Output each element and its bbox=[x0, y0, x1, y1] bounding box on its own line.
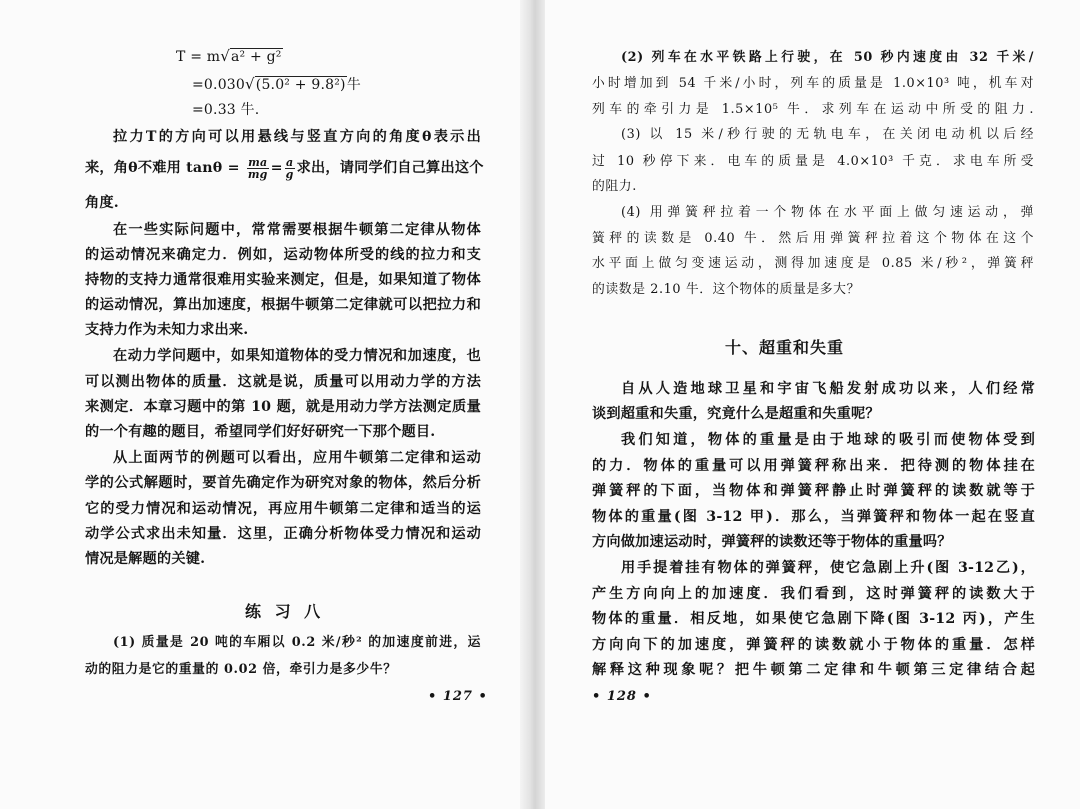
para1-line-1: 拉力T的方向可以用悬线与竖直方向的角度θ表示出 bbox=[113, 129, 481, 145]
exercise-3-line-1: (3) 以 15 米/秒行驶的无轨电车，在关闭电动机以后经 bbox=[621, 127, 1034, 142]
section-para2-line-2: 的力．物体的重量可以用弹簧秤称出来．把待测的物体挂在 bbox=[592, 458, 1035, 474]
section-heading: 十、超重和失重 bbox=[725, 338, 845, 357]
para1-line-2: 来，角θ不难用 tanθ = $\frac{ma}{mg}$ = $\frac{a}{g}$ 求出，请同学们自己算出这个 bbox=[85, 155, 484, 181]
fraction-a-g bbox=[285, 157, 295, 180]
section-para2-line-5: 方向做加速运动时，弹簧秤的读数还等于物体的重量吗？ bbox=[592, 534, 952, 550]
exercise-1-line-2: 动的阻力是它的重量的 0.02 倍，牵引力是多少牛？ bbox=[85, 662, 397, 677]
page-number-left: • 127 • bbox=[428, 689, 488, 704]
formula-radical-2: (5.0² + 9.8²) bbox=[255, 77, 346, 93]
exercise-3-line-2: 过 10 秒停下来．电车的质量是 4.0×10³ 千克．求电车所受 bbox=[592, 154, 1034, 169]
exercise-4-line-1: (4) 用弹簧秤拉着一个物体在水平面上做匀速运动，弹 bbox=[621, 205, 1034, 220]
para4-line-1: 从上面两节的例题可以看出，应用牛顿第二定律和运动 bbox=[113, 450, 481, 466]
exercise-4-line-4: 的读数是 2.10 牛．这个物体的质量是多大？ bbox=[592, 282, 860, 297]
page-number-right: • 128 • bbox=[592, 689, 652, 704]
formula-line-3: =0.33 牛. bbox=[192, 102, 260, 118]
para4-line-4: 动学公式求出未知量．这里，正确分析物体受力情况和运动 bbox=[85, 526, 481, 542]
formula-radical-1: a² + g² bbox=[231, 49, 282, 65]
para3-line-2: 可以测出物体的质量．这就是说，质量可以用动力学的方法 bbox=[85, 374, 481, 390]
formula-line-2: =0.030√(5.0² + 9.8²)牛 bbox=[192, 75, 361, 93]
para4-line-2: 学的公式解题时，要首先确定作为研究对象的物体，然后分析 bbox=[85, 475, 481, 491]
exercise-2-line-2: 小时增加到 54 千米/小时，列车的质量是 1.0×10³ 吨，机车对 bbox=[592, 76, 1034, 91]
section-para1-line-2: 谈到超重和失重，究竟什么是超重和失重呢？ bbox=[592, 406, 880, 422]
exercise-3-line-3: 的阻力. bbox=[592, 179, 637, 194]
fraction-2-denominator: g bbox=[285, 167, 294, 181]
fraction-1-denominator: mg bbox=[247, 167, 268, 181]
para3-line-4: 的一个有趣的题目，希望同学们好好研究一下那个题目. bbox=[85, 424, 436, 440]
fraction-ma-mg bbox=[247, 157, 269, 180]
fraction-1-numerator: ma bbox=[248, 155, 268, 169]
section-para3-line-4: 方向向下的加速度，弹簧秤的读数就小于物体的重量．怎样 bbox=[592, 637, 1035, 653]
right-page bbox=[545, 0, 1080, 809]
section-para2-line-4: 物体的重量(图 3-12 甲)．那么，当弹簧秤和物体一起在竖直 bbox=[592, 509, 1035, 525]
para2-line-4: 的运动情况，算出加速度，根据牛顿第二定律就可以把拉力和 bbox=[85, 297, 481, 313]
para4-line-5: 情况是解题的关键. bbox=[85, 551, 206, 567]
section-para2-line-1: 我们知道，物体的重量是由于地球的吸引而使物体受到 bbox=[621, 432, 1035, 448]
left-page bbox=[0, 0, 520, 809]
exercise-2-line-1: (2) 列车在水平铁路上行驶，在 50 秒内速度由 32 千米/ bbox=[621, 50, 1034, 65]
para2-line-5: 支持力作为未知力求出来. bbox=[85, 322, 249, 338]
formula-prefix-2: =0.030 bbox=[192, 77, 246, 93]
formula-line-1: T = m√a² + g² bbox=[176, 47, 282, 65]
section-para3-line-2: 产生方向向上的加速度．我们看到，这时弹簧秤的读数大于 bbox=[592, 586, 1035, 602]
para4-line-3: 它的受力情况和运动情况，再应用牛顿第二定律和适当的运 bbox=[85, 501, 481, 517]
exercise-2-line-3: 列车的牵引力是 1.5×10⁵ 牛．求列车在运动中所受的阻力. bbox=[592, 102, 1034, 117]
para3-line-3: 来测定．本章习题中的第 10 题，就是用动力学方法测定质量 bbox=[85, 399, 481, 415]
section-para3-line-1: 用手提着挂有物体的弹簧秤，使它急剧上升(图 3-12乙)， bbox=[621, 560, 1035, 576]
para2-line-1: 在一些实际问题中，常常需要根据牛顿第二定律从物体 bbox=[113, 222, 481, 238]
formula-unit: 牛 bbox=[346, 77, 361, 93]
book-gutter bbox=[520, 0, 545, 809]
fraction-2-numerator: a bbox=[285, 155, 294, 169]
para2-line-3: 持物的支持力通常很难用实验来测定，但是，如果知道了物体 bbox=[85, 272, 481, 288]
section-para3-line-5: 解释这种现象呢？把牛顿第二定律和牛顿第三定律结合起 bbox=[592, 662, 1035, 678]
para1-line-3: 角度. bbox=[85, 195, 119, 211]
section-para1-line-1: 自从人造地球卫星和宇宙飞船发射成功以来，人们经常 bbox=[621, 381, 1035, 397]
exercise-4-line-2: 簧秤的读数是 0.40 牛．然后用弹簧秤拉着这个物体在这个 bbox=[592, 231, 1034, 246]
section-para2-line-3: 弹簧秤的下面，当物体和弹簧秤静止时弹簧秤的读数就等于 bbox=[592, 483, 1035, 499]
formula-lhs: T = m bbox=[176, 49, 221, 65]
section-para3-line-3: 物体的重量．相反地，如果使它急剧下降(图 3-12 丙)，产生 bbox=[592, 611, 1035, 627]
para2-line-2: 的运动情况来确定力．例如，运动物体所受的线的拉力和支 bbox=[85, 247, 481, 263]
exercise-1-line-1: (1) 质量是 20 吨的车厢以 0.2 米/秒² 的加速度前进，运 bbox=[113, 635, 481, 650]
exercise-heading: 练 习 八 bbox=[245, 602, 325, 621]
para1-line-2-end: 求出，请同学们自己算出这个 bbox=[296, 160, 484, 176]
exercise-4-line-3: 水平面上做匀变速运动，测得加速度是 0.85 米/秒²，弹簧秤 bbox=[592, 256, 1034, 271]
para3-line-1: 在动力学问题中，如果知道物体的受力情况和加速度，也 bbox=[113, 348, 481, 364]
para1-line-2-start: 来，角θ不难用 tanθ = bbox=[85, 160, 240, 176]
